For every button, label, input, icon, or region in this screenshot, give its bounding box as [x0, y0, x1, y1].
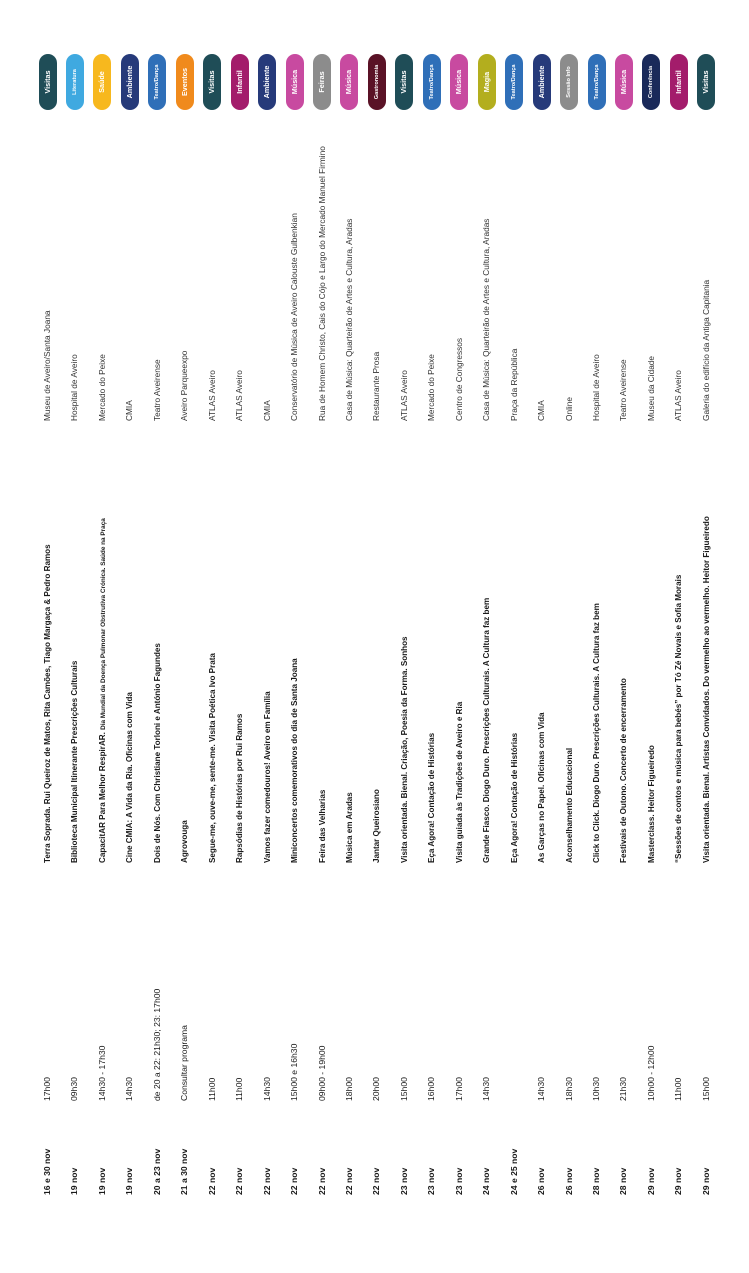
event-title-text: Agrovouga — [180, 820, 190, 863]
event-date: 22 nov — [289, 1167, 300, 1195]
category-badge: Magia — [478, 54, 496, 110]
category-badge: Eventos — [176, 54, 194, 110]
event-time: 14h30 - 17h30 — [96, 1045, 107, 1101]
event-title — [418, 733, 445, 863]
event-time: 16h00 — [426, 1077, 437, 1101]
event-title-text: Cine CMIA: A Vida da Ria. Oficinas com Vida — [125, 692, 135, 863]
event-location: Museu de Aveiro/Santa Joana — [42, 310, 52, 421]
event-title — [693, 516, 720, 863]
event-date: 26 nov — [563, 1167, 574, 1195]
event-time: Consultar programa — [179, 1025, 190, 1101]
event-location: Teatro Aveirense — [618, 359, 629, 421]
event-title-text: Feira das Velharias — [317, 789, 327, 863]
event-title — [34, 544, 61, 863]
event-location: Hospital de Aveiro — [591, 354, 601, 421]
table-row — [226, 0, 253, 1273]
event-time: 11h00 — [206, 1077, 217, 1101]
event-title — [61, 661, 88, 863]
event-location: ATLAS Aveiro — [234, 370, 245, 421]
table-row — [528, 0, 555, 1273]
event-title-text: Miniconcertos comemorativos do dia de Santa Joana — [290, 658, 300, 863]
category-badge: Visitas — [395, 54, 413, 110]
event-location: Mercado do Peixe — [96, 354, 107, 421]
event-time: 11h00 — [234, 1077, 245, 1101]
event-time: 20h00 — [371, 1077, 382, 1101]
event-date: 28 nov — [591, 1167, 601, 1195]
category-badge: Música — [340, 54, 358, 110]
event-date: 29 nov — [700, 1167, 711, 1195]
event-date: 24 e 25 nov — [508, 1148, 519, 1195]
event-title-text: Biblioteca Municipal Itinerante Prescrições Culturais — [70, 660, 80, 863]
event-title — [610, 678, 637, 863]
event-title — [363, 789, 390, 863]
event-time: 21h30 — [618, 1077, 629, 1101]
table-row — [638, 0, 665, 1273]
category-badge: Visitas — [697, 54, 715, 110]
event-title — [528, 712, 555, 863]
event-location: Restaurante Prosa — [371, 351, 382, 421]
category-badge: Teatro/Dança — [505, 54, 523, 110]
event-title — [309, 790, 336, 863]
event-date: 19 nov — [124, 1167, 135, 1195]
event-time: 14h30 — [536, 1077, 547, 1101]
table-row — [391, 0, 418, 1273]
event-time: 17h00 — [453, 1077, 464, 1101]
event-location: ATLAS Aveiro — [206, 370, 217, 421]
event-time: de 20 a 22: 21h30; 23: 17h00 — [151, 988, 162, 1101]
event-time: 10h00 - 12h00 — [645, 1045, 656, 1101]
event-time: 15h00 e 16h30 — [289, 1043, 300, 1101]
event-title-text: Visita orientada. Bienal. Criação, Poesia da Forma. Sonhos — [399, 636, 409, 863]
event-date: 22 nov — [343, 1167, 354, 1195]
event-title-text: Eça Agora! Contação de Histórias — [427, 732, 437, 863]
event-title — [556, 748, 583, 863]
event-time: 09h00 - 19h00 — [316, 1045, 327, 1101]
table-row — [556, 0, 583, 1273]
event-date: 26 nov — [536, 1167, 547, 1195]
category-badge: Literatura — [66, 54, 84, 110]
event-time: 15h00 — [398, 1077, 409, 1101]
category-badge: Gastronomia — [368, 54, 386, 110]
category-badge: Infantil — [670, 54, 688, 110]
category-badge: Música — [286, 54, 304, 110]
category-badge: Ambiente — [533, 54, 551, 110]
event-location: ATLAS Aveiro — [673, 370, 684, 421]
event-date: 29 nov — [645, 1167, 656, 1195]
event-title — [144, 643, 171, 863]
event-location: CMIA — [536, 400, 547, 421]
event-title — [171, 820, 198, 863]
event-title-text: Jantar Queirosiano — [372, 789, 382, 863]
event-title — [281, 658, 308, 863]
event-time: 10h30 — [591, 1077, 601, 1101]
table-row — [171, 0, 198, 1273]
table-row — [473, 0, 500, 1273]
event-date: 22 nov — [234, 1167, 245, 1195]
event-location: Casa de Música: Quarteirão de Artes e Cultura, Aradas — [343, 218, 354, 421]
event-title-text: Música em Aradas — [344, 792, 354, 863]
table-row — [418, 0, 445, 1273]
event-date: 16 e 30 nov — [42, 1148, 52, 1195]
event-date: 23 nov — [398, 1167, 409, 1195]
event-location: Aveiro Parqueexpo — [179, 350, 190, 421]
category-badge: Infantil — [231, 54, 249, 110]
category-badge: Ambiente — [121, 54, 139, 110]
table-row — [665, 0, 692, 1273]
table-row — [363, 0, 390, 1273]
event-date: 22 nov — [371, 1167, 382, 1195]
event-title-text: Segue-me, ouve-me, sente-me. Visita Poética Ivo Prata — [207, 653, 217, 863]
event-title — [199, 653, 226, 863]
category-badge: Saúde — [93, 54, 111, 110]
event-time: 17h00 — [42, 1077, 52, 1101]
event-date: 28 nov — [618, 1167, 629, 1195]
event-title — [473, 598, 500, 863]
event-title — [638, 745, 665, 863]
event-date: 29 nov — [673, 1167, 684, 1195]
event-date: 22 nov — [206, 1167, 217, 1195]
category-badge: Feiras — [313, 54, 331, 110]
event-location: ATLAS Aveiro — [398, 370, 409, 421]
event-time: 18h00 — [343, 1077, 354, 1101]
event-location: Online — [563, 397, 574, 421]
table-row — [693, 0, 720, 1273]
category-badge: Visitas — [39, 54, 57, 110]
event-location: Museu da Cidade — [645, 355, 656, 421]
event-location: Praça da República — [508, 348, 519, 421]
event-date: 24 nov — [481, 1167, 492, 1195]
event-date: 23 nov — [426, 1167, 437, 1195]
event-title-text: Visita orientada. Bienal. Artistas Convidados. Do vermelho ao vermelho. Heitor Figueiredo — [701, 516, 711, 863]
event-title-text: Masterclass. Heitor Figueiredo — [646, 745, 656, 863]
event-date: 19 nov — [69, 1167, 80, 1195]
table-row — [501, 0, 528, 1273]
event-title — [254, 691, 281, 863]
event-location: Centro de Congressos — [453, 337, 464, 421]
event-time: 14h30 — [124, 1077, 135, 1101]
table-row — [281, 0, 308, 1273]
event-title-text: Click to Click. Diogo Duro. Prescrições Culturais. A Cultura faz bem — [592, 603, 601, 863]
event-location: CMIA — [124, 400, 135, 421]
table-row — [610, 0, 637, 1273]
event-title-text: Visita guiada às Tradições de Aveiro e Ria — [454, 701, 464, 863]
category-badge: Teatro/Dança — [423, 54, 441, 110]
event-title-text: “Sessões de contos e música para bebés” por Tó Zé Novais e Sofia Morais — [674, 574, 684, 863]
event-title — [501, 733, 528, 863]
table-row — [309, 0, 336, 1273]
event-time: 11h00 — [673, 1077, 684, 1101]
table-row — [116, 0, 143, 1273]
event-title-text: Terra Soprada. Rui Queiroz de Matos, Rita Camões, Tiago Margaça & Pedro Ramos — [43, 544, 52, 863]
event-title-text: As Garças no Papel. Oficinas com Vida — [537, 712, 547, 863]
event-location: Hospital de Aveiro — [69, 354, 80, 421]
event-title-text: Festivais de Outono. Concerto de encerramento — [619, 678, 629, 863]
event-title-text: Aconselhamento Educacional — [564, 747, 574, 863]
table-row — [446, 0, 473, 1273]
event-title-text: CapacitAR Para Melhor RespirAR. — [97, 732, 107, 863]
event-location: Galeria do edifício da Antiga Capitania — [700, 279, 711, 421]
category-badge: Visitas — [203, 54, 221, 110]
event-time: 14h30 — [481, 1077, 492, 1101]
table-row — [61, 0, 88, 1273]
event-date: 20 a 23 nov — [151, 1148, 162, 1195]
event-location: Conservatório de Música de Aveiro Calouste Gulbenkian — [289, 213, 300, 421]
category-badge: Sessão Info — [560, 54, 578, 110]
event-title — [391, 636, 418, 863]
event-title-text: Rapsódias de Histórias por Rui Ramos — [235, 713, 245, 863]
category-badge: Teatro/Dança — [148, 54, 166, 110]
category-badge: Música — [450, 54, 468, 110]
table-row — [144, 0, 171, 1273]
category-badge: Conferência — [642, 54, 660, 110]
event-title-text: Dois de Nós. Com Christiane Torloni e António Fagundes — [152, 643, 162, 863]
event-title — [446, 702, 473, 863]
event-date: 22 nov — [261, 1167, 272, 1195]
event-title — [583, 603, 610, 863]
event-time: 09h30 — [69, 1077, 80, 1101]
event-time: 14h30 — [261, 1077, 272, 1101]
event-date: 22 nov — [316, 1167, 327, 1195]
event-title-text: Vamos fazer comedouros! Aveiro em Família — [262, 691, 272, 863]
event-location: Mercado do Peixe — [426, 354, 437, 421]
event-date: 21 a 30 nov — [179, 1148, 190, 1195]
event-location: Teatro Aveirense — [151, 359, 162, 421]
event-title — [226, 714, 253, 863]
event-title-text: Eça Agora! Contação de Histórias — [509, 732, 519, 863]
table-row — [583, 0, 610, 1273]
event-location: Casa de Música: Quarteirão de Artes e Cultura, Aradas — [481, 218, 492, 421]
event-title-subtext: Dia Mundial da Doença Pulmonar Obstrutiva Crónica. Saúde na Praça — [99, 518, 107, 730]
event-location: Rua de Homem Christo, Cais do Cójo e Largo do Mercado Manuel Firmino — [316, 146, 327, 421]
category-badge: Música — [615, 54, 633, 110]
event-title — [116, 692, 143, 863]
table-row — [89, 0, 116, 1273]
event-time: 15h00 — [700, 1077, 711, 1101]
category-badge: Teatro/Dança — [588, 54, 606, 110]
table-row — [199, 0, 226, 1273]
event-title — [336, 792, 363, 863]
event-date: 19 nov — [96, 1167, 107, 1195]
event-title-text: Grande Fiasco. Diogo Duro. Prescrições Culturais. A Cultura faz bem — [482, 597, 492, 863]
event-title — [665, 575, 692, 863]
event-time: 18h30 — [563, 1077, 574, 1101]
table-row — [34, 0, 61, 1273]
event-title — [89, 518, 117, 863]
table-row — [336, 0, 363, 1273]
table-row — [254, 0, 281, 1273]
category-badge: Ambiente — [258, 54, 276, 110]
event-location: CMIA — [261, 400, 272, 421]
event-date: 23 nov — [453, 1167, 464, 1195]
